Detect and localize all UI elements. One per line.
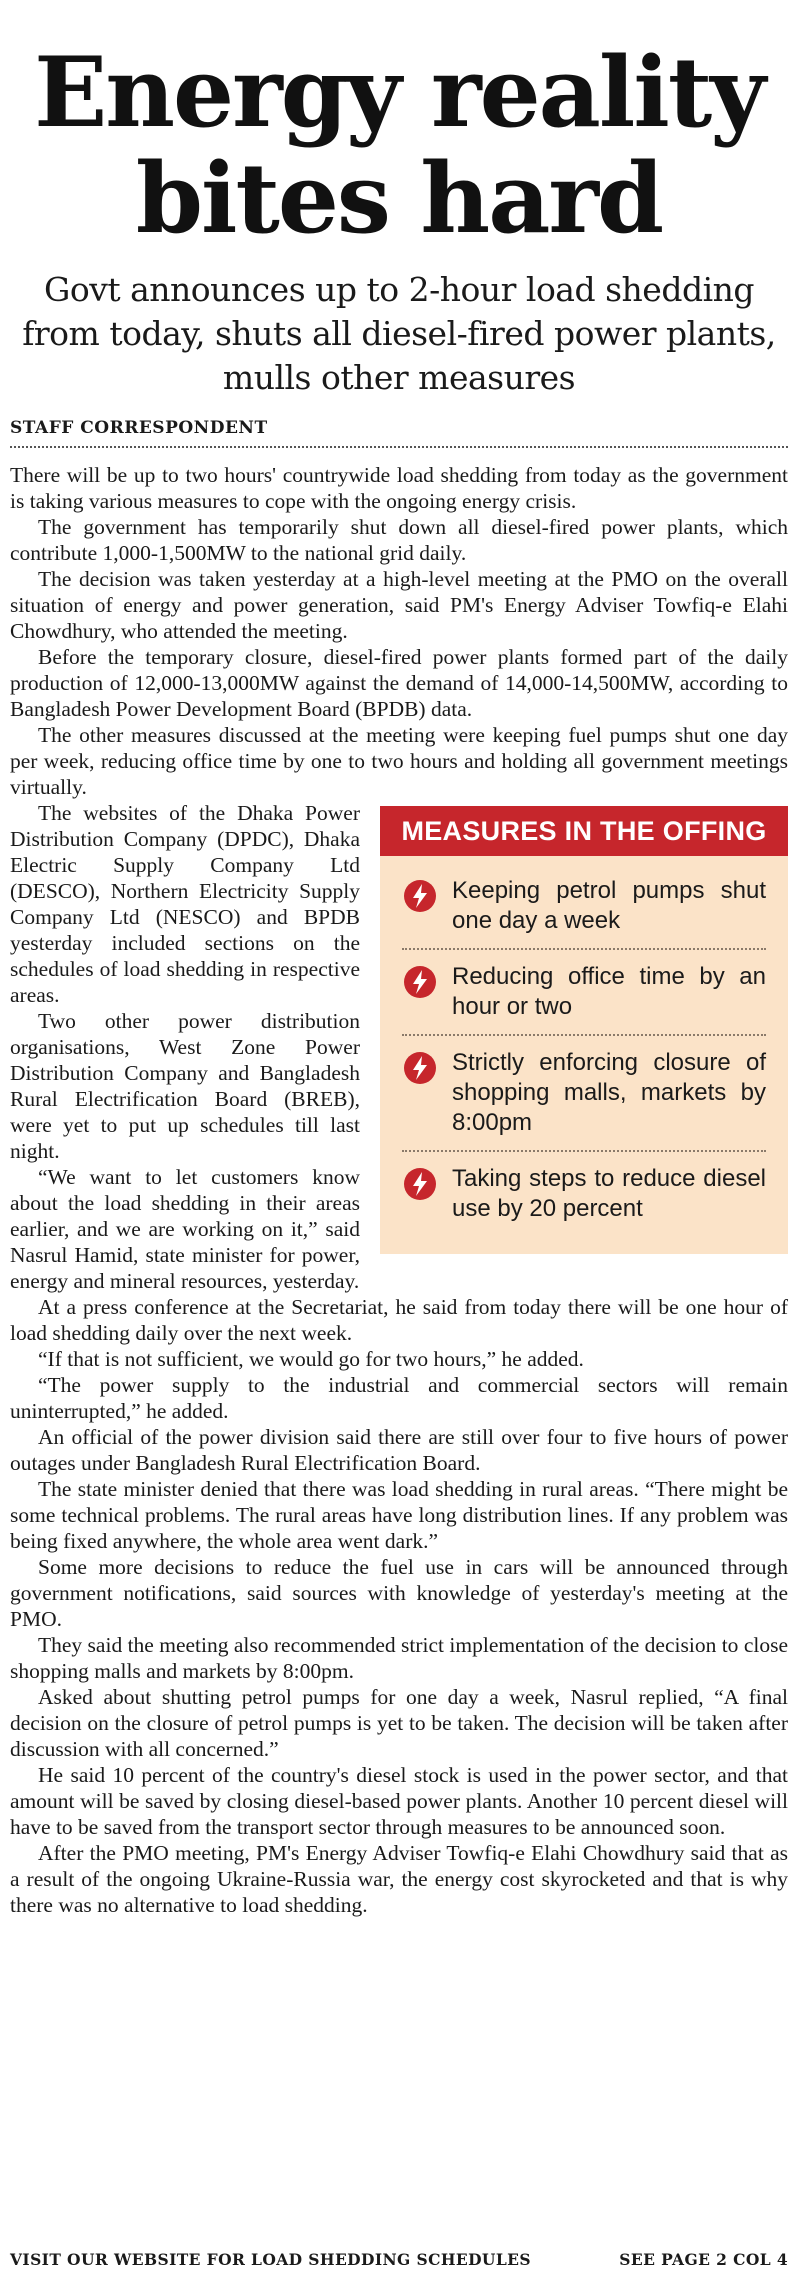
- lightning-bolt-icon: [402, 1050, 438, 1086]
- measure-text: Taking steps to reduce diesel use by 20 percent: [452, 1165, 766, 1222]
- measures-list: [380, 856, 788, 1254]
- measure-text: Reducing office time by an hour or two: [452, 963, 766, 1020]
- paragraph: The websites of the Dhaka Power Distribution Company (DPDC), Dhaka Electric Supply Company Ltd (DESCO), Northern Electricity Supply Company Ltd (NESCO) and BPDB yesterday included sections on the schedules of load shedding in respective areas.: [10, 801, 360, 1007]
- article-footer: [10, 2250, 788, 2269]
- paragraph: The government has temporarily shut down all diesel-fired power plants, which contribute 1,000-1,500MW to the national grid daily.: [10, 515, 788, 565]
- measure-text: Keeping petrol pumps shut one day a week: [452, 877, 766, 934]
- lightning-bolt-icon: [402, 1166, 438, 1202]
- paragraph: There will be up to two hours' countrywide load shedding from today as the government is taking various measures to cope with the ongoing energy crisis.: [10, 463, 788, 513]
- headline: [10, 0, 788, 255]
- website-note: VISIT OUR WEBSITE FOR LOAD SHEDDING SCHEDULES: [10, 2250, 531, 2269]
- paragraph: They said the meeting also recommended strict implementation of the decision to close shopping malls and markets by 8:00pm.: [10, 1633, 788, 1683]
- paragraph: Before the temporary closure, diesel-fired power plants formed part of the daily production of 12,000-13,000MW against the demand of 14,000-14,500MW, according to Bangladesh Power Development Board (BPDB) data.: [10, 645, 788, 721]
- lightning-bolt-icon: [402, 964, 438, 1000]
- paragraph: The state minister denied that there was load shedding in rural areas. “There might be some technical problems. The rural areas have long distribution lines. If any problem was being fixed anywhere, the whole area went dark.”: [10, 1477, 788, 1553]
- paragraph: The other measures discussed at the meeting were keeping fuel pumps shut one day per week, reducing office time by one to two hours and holding all government meetings virtually.: [10, 723, 788, 799]
- paragraph: He said 10 percent of the country's diesel stock is used in the power sector, and that amount will be saved by closing diesel-based power plants. Another 10 percent diesel will have to be saved from the transport sector through measures to be announced soon.: [10, 1763, 788, 1839]
- byline: STAFF CORRESPONDENT: [10, 418, 788, 448]
- continuation-note: SEE PAGE 2 COL 4: [619, 2250, 788, 2269]
- paragraph: Asked about shutting petrol pumps for one day a week, Nasrul replied, “A final decision on the closure of petrol pumps is yet to be taken. The decision will be taken after discussion with all concerned.”: [10, 1685, 788, 1761]
- lightning-bolt-icon: [402, 878, 438, 914]
- paragraph: Some more decisions to reduce the fuel use in cars will be announced through government notifications, said sources with knowledge of yesterday's meeting at the PMO.: [10, 1555, 788, 1631]
- measure-item: [402, 864, 766, 950]
- measure-item: [402, 950, 766, 1036]
- paragraph: Two other power distribution organisations, West Zone Power Distribution Company and Bangladesh Rural Electrification Board (BREB), were yet to put up schedules till last night.: [10, 1009, 360, 1163]
- headline-line-1: Energy reality: [34, 36, 764, 149]
- article-body: [10, 462, 788, 1918]
- paragraph: An official of the power division said there are still over four to five hours of power outages under Bangladesh Rural Electrification Board.: [10, 1425, 788, 1475]
- sidebar-title: MEASURES IN THE OFFING: [380, 806, 788, 856]
- subheadline: Govt announces up to 2-hour load shedding from today, shuts all diesel-fired power plants, mulls other measures: [22, 270, 776, 397]
- headline-line-2: bites hard: [135, 142, 663, 255]
- paragraph: At a press conference at the Secretariat, he said from today there will be one hour of load shedding daily over the next week.: [10, 1295, 788, 1345]
- measure-item: [402, 1152, 766, 1236]
- paragraph: After the PMO meeting, PM's Energy Adviser Towfiq-e Elahi Chowdhury said that as a result of the ongoing Ukraine-Russia war, the energy cost skyrocketed and that is why there was no alternative to load shedding.: [10, 1841, 788, 1917]
- paragraph: “If that is not sufficient, we would go for two hours,” he added.: [38, 1347, 584, 1371]
- measure-item: [402, 1036, 766, 1152]
- paragraph: “The power supply to the industrial and commercial sectors will remain uninterrupted,” he added.: [10, 1373, 788, 1423]
- paragraph: The decision was taken yesterday at a high-level meeting at the PMO on the overall situation of energy and power generation, said PM's Energy Adviser Towfiq-e Elahi Chowdhury, who attended the meeting.: [10, 567, 788, 643]
- measure-text: Strictly enforcing closure of shopping malls, markets by 8:00pm: [452, 1049, 766, 1136]
- paragraph: “We want to let customers know about the load shedding in their areas earlier, and we are working on it,” said Nasrul Hamid, state minister for power, energy and mineral resources, yesterday.: [10, 1165, 360, 1293]
- measures-sidebar: [380, 806, 788, 1254]
